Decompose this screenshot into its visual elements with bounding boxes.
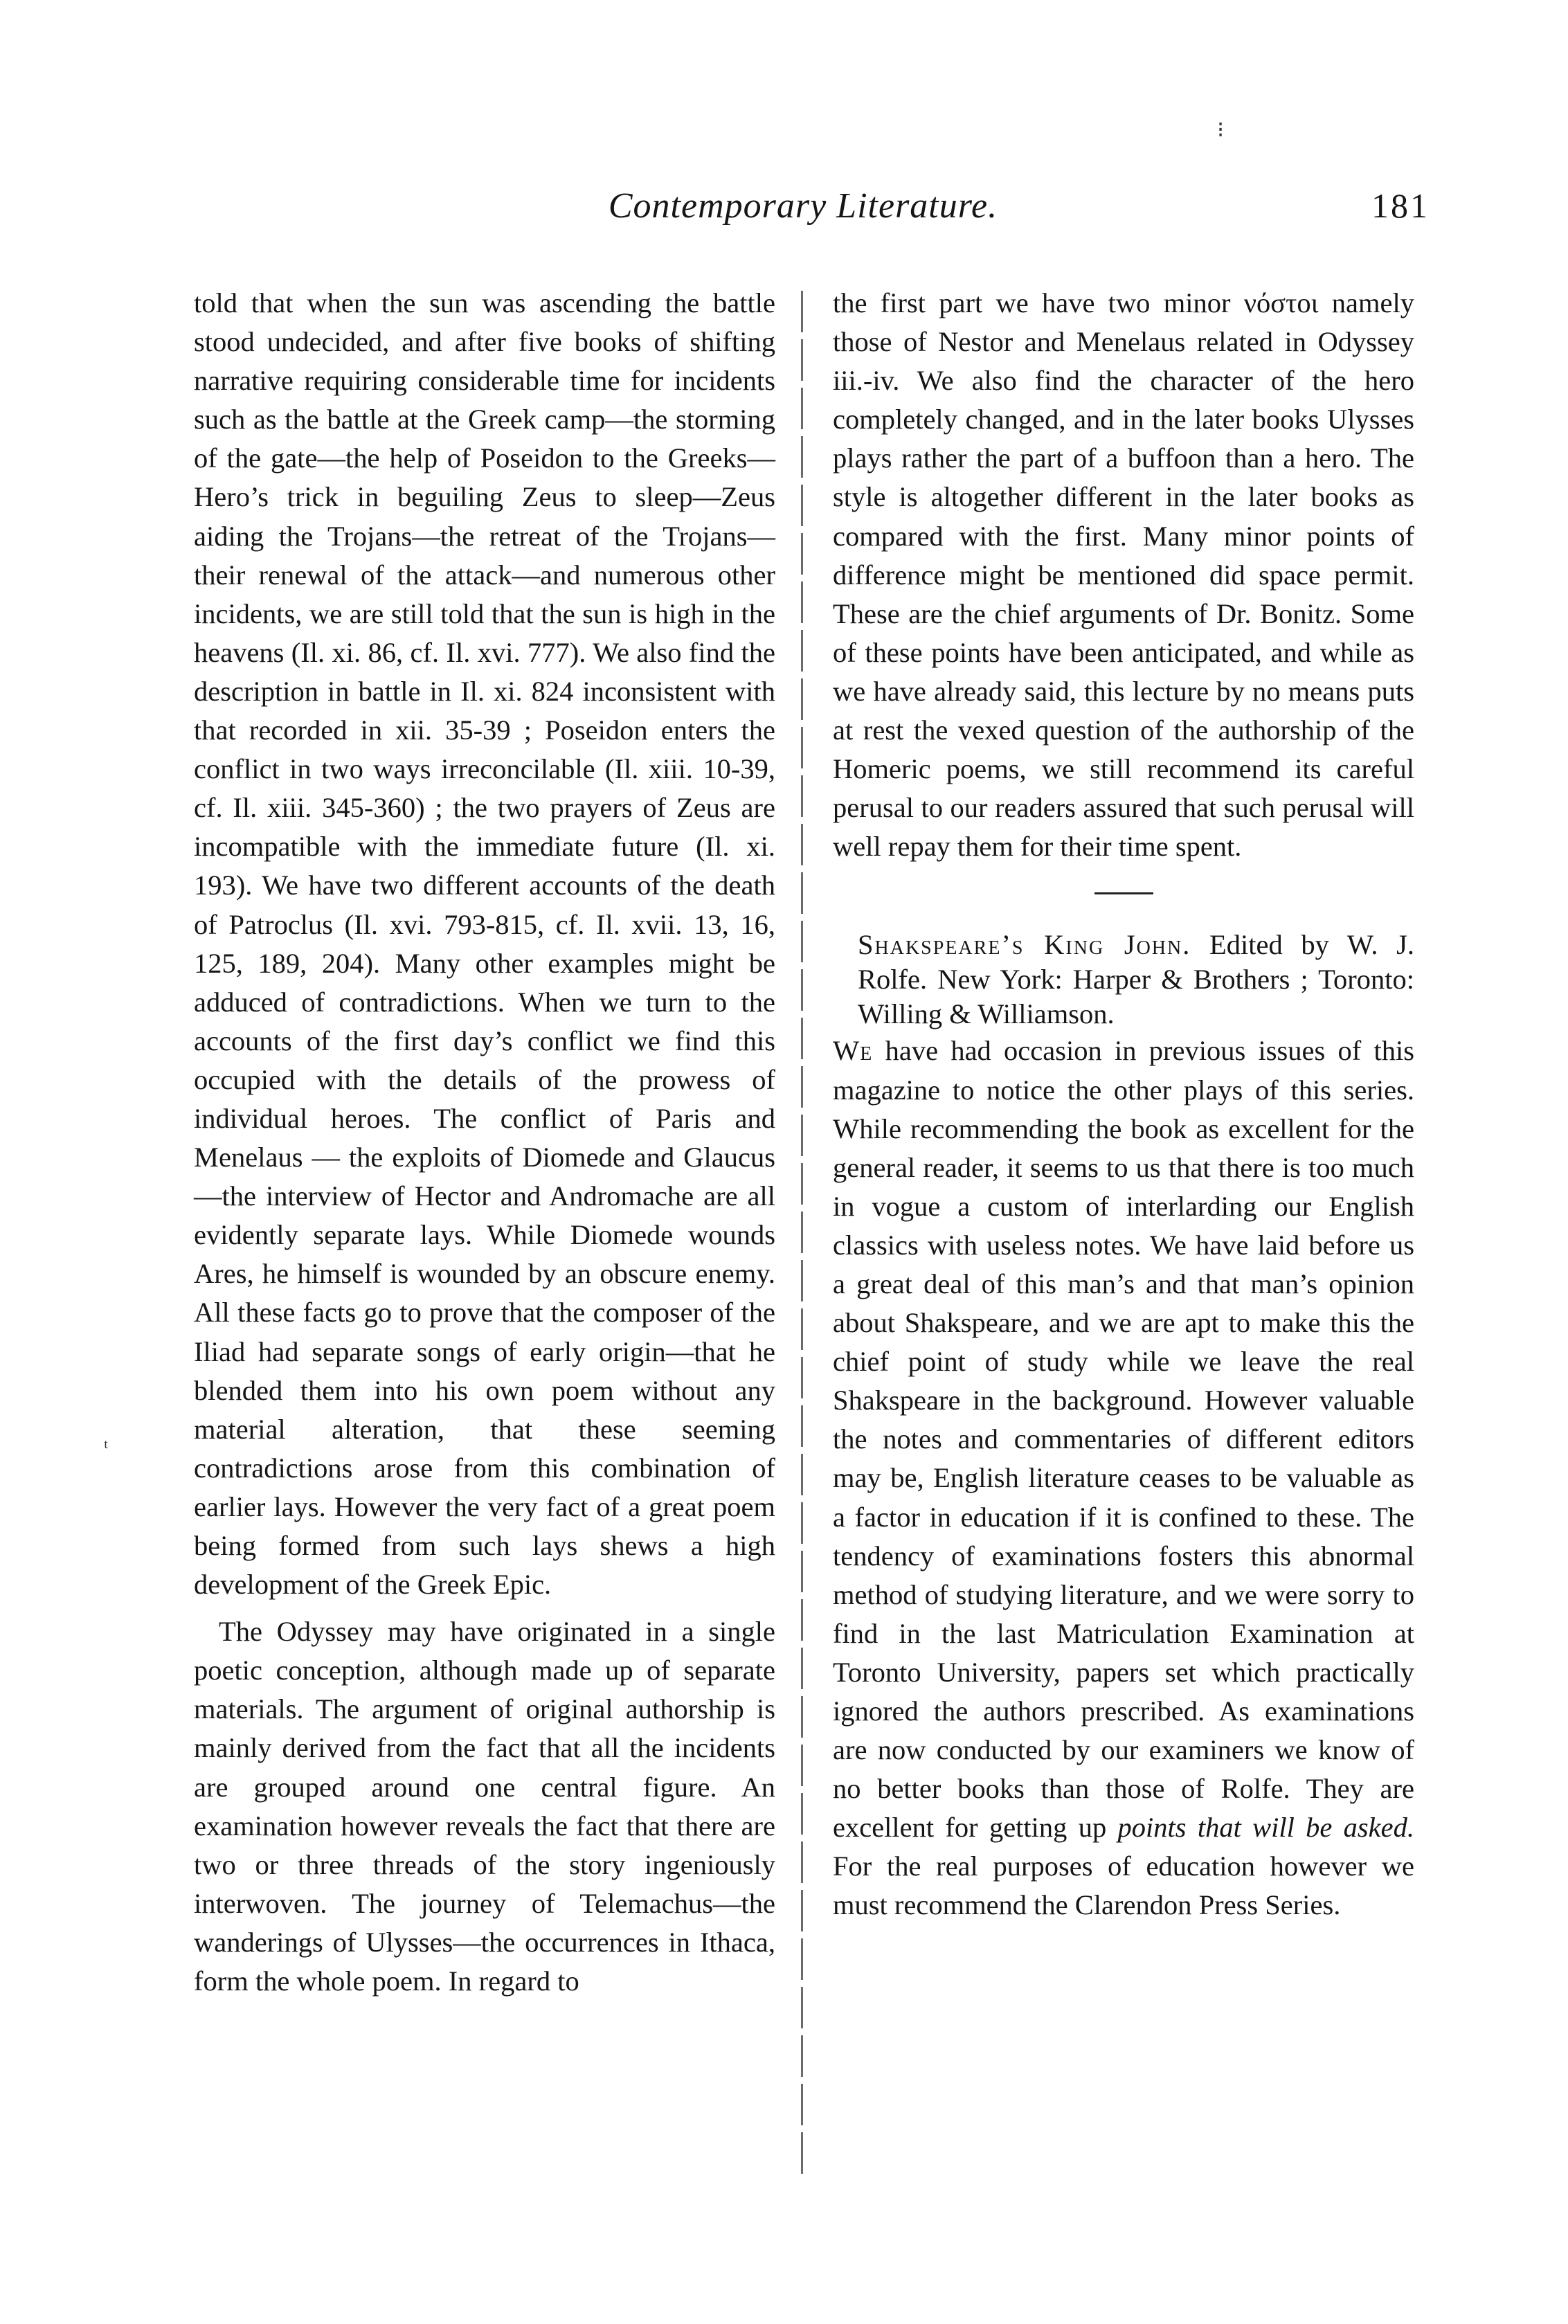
right-column: [833, 284, 1414, 1925]
review-title: Shakspeare’s King John.: [858, 929, 1191, 961]
running-title: Contemporary Literature.: [608, 186, 998, 226]
review-body-part-2: For the real purposes of education however we must recommend the Clarendon Press Series.: [833, 1850, 1414, 1921]
speck-mark: ⁝: [1217, 117, 1225, 142]
left-paragraph-1: told that when the sun was ascending the battle stood undecided, and after five books of shifting narrative requiring considerable time for incidents such as the battle at the Greek camp—the storming of the gate—the help of Poseidon to the Greeks—Hero’s trick in beguiling Zeus to sleep—Zeus aiding the Trojans—the retreat of the Trojans—their renewal of the attack—and numerous other incidents, we are still told that the sun is high in the heavens (Il. xi. 86, cf. Il. xvi. 777). We also find the description in battle in Il. xi. 824 inconsistent with that recorded in xii. 35-39 ; Poseidon enters the conflict in two ways irreconcilable (Il. xiii. 10-39, cf. Il. xiii. 345-360) ; the two prayers of Zeus are incompatible with the immediate future (Il. xi. 193). We have two different accounts of the death of Patroclus (Il. xvi. 793-815, cf. Il. xvii. 13, 16, 125, 189, 204). Many other examples might be adduced of contradictions. When we turn to the accounts of the first day’s conflict we find this occupied with the details of the prowess of individual heroes. The conflict of Paris and Menelaus — the exploits of Diomede and Glaucus—the interview of Hector and Andromache are all evidently separate lays. While Diomede wounds Ares, he himself is wounded by an obscure enemy. All these facts go to prove that the composer of the Iliad had separate songs of early origin—that he blended them into his own poem without any material alteration, that these seeming contradictions arose from this combination of earlier lays. However the very fact of a great poem being formed from such lays shews a high development of the Greek Epic.: [194, 287, 775, 1601]
review-heading: [833, 928, 1414, 1032]
right-paragraph-1: the first part we have two minor νόστοι namely those of Nestor and Menelaus related in Odyssey iii.-iv. We also find the character of the hero completely changed, and in the later books Ulysses plays rather the part of a buffoon than a hero. The style is altogether different in the later books as compared with the first. Many minor points of difference might be mentioned did space permit. These are the chief arguments of Dr. Bonitz. Some of these points have been anticipated, and while as we have already said, this lecture by no means puts at rest the vexed question of the authorship of the Homeric poems, we still recommend its careful perusal to our readers assured that such perusal will well repay them for their time spent.: [833, 287, 1414, 863]
page-number: 181: [1371, 186, 1430, 225]
review-publication: Edited by W. J. Rolfe. New York: Harper & Brothers ; Toronto: Willing & Williamson.: [858, 929, 1414, 1030]
review-italic-phrase: points that will be asked.: [1117, 1812, 1415, 1844]
left-column: [194, 284, 775, 2001]
review-body-part-1: have had occasion in previous issues of this magazine to notice the other plays of this series. While recommending the book as excellent for the general reader, it seems to us that there is too much in vogue a custom of interlarding our English classics with useless notes. We have laid before us a great deal of this man’s and that man’s opinion about Shakspeare, and we are apt to make this the chief point of study while we leave the real Shakspeare in the background. However valuable the notes and commentaries of different editors may be, English literature ceases to be valuable as a factor in education if it is confined to these. The tendency of examinations fosters this abnormal method of studying literature, and we were sorry to find in the last Matriculation Examination at Toronto University, papers set which practically ignored the authors prescribed. As examinations are now conducted by our examiners we know of no better books than those of Rolfe. They are excellent for getting up: [833, 1035, 1415, 1844]
margin-mark: ᵗ: [104, 1434, 109, 1459]
section-divider: [1094, 892, 1153, 894]
left-paragraph-2: The Odyssey may have originated in a single poetic conception, although made up of separate materials. The argument of original authorship is mainly derived from the fact that all the incidents are grouped around one central figure. An examination however reveals the fact that there are two or three threads of the story ingeniously interwoven. The journey of Telemachus—the wanderings of Ulysses—the occurrences in Ithaca, form the whole poem. In regard to: [194, 1616, 775, 1997]
column-divider: [801, 291, 803, 2174]
review-body: [833, 1032, 1414, 1925]
review-opening-word: We: [833, 1035, 873, 1067]
